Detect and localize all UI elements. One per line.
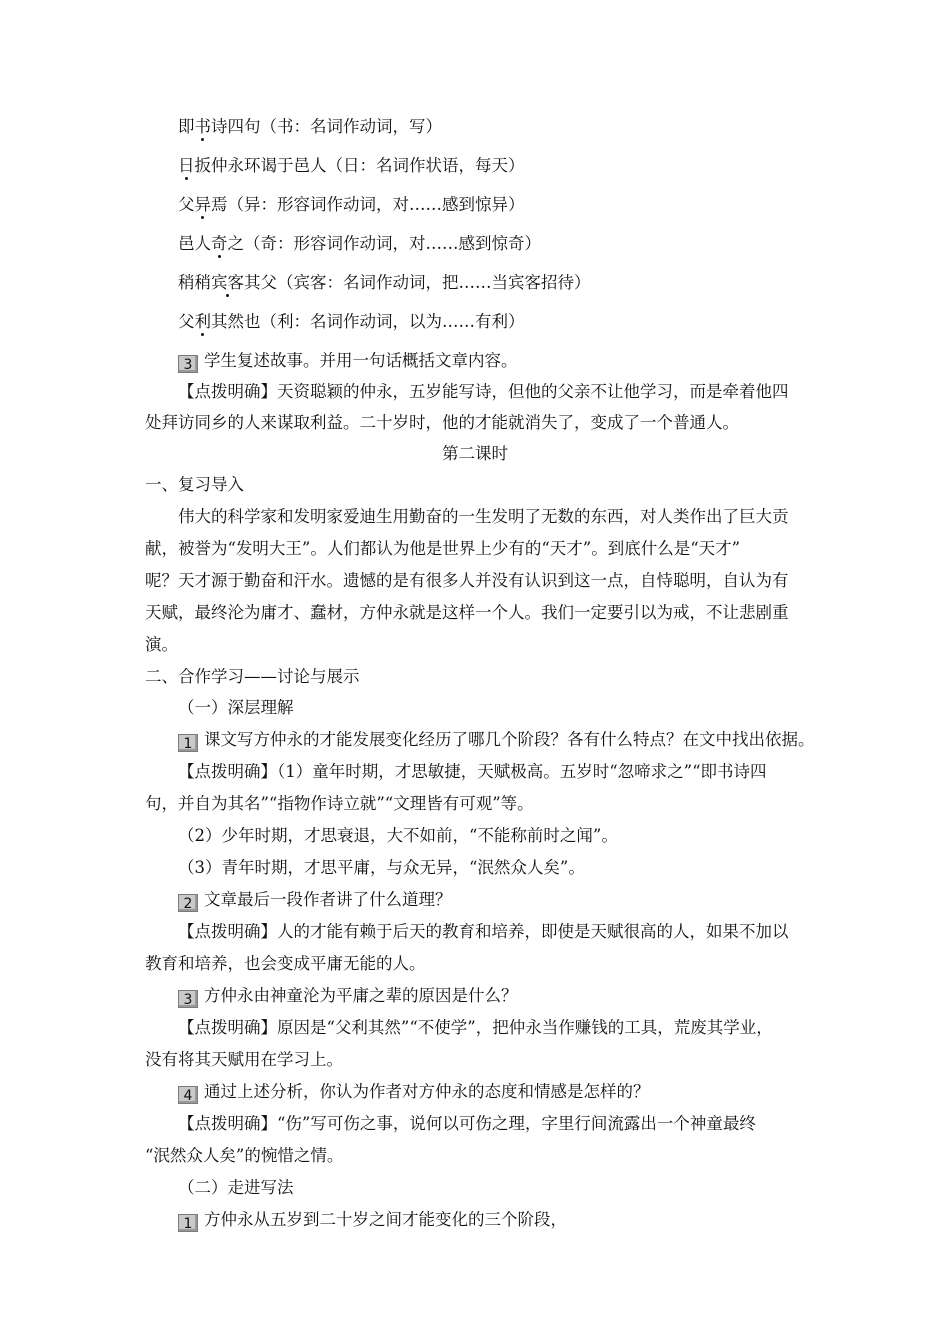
subsection-writing-method: （二）走进写法 <box>178 1178 294 1197</box>
answer-2-line-1: 【点拨明确】人的才能有赖于后天的教育和培养，即使是天赋很高的人，如果不加以 <box>178 922 789 941</box>
intro-line-5: 演。 <box>145 635 178 654</box>
example-line-3: 父异焉（异：形容词作动词，对……感到惊异） <box>178 195 525 214</box>
example-line-4: 邑人奇之（奇：形容词作动词，对……感到惊奇） <box>178 234 541 253</box>
intro-line-4: 天赋，最终沦为庸才、蠢材，方仲永就是这样一个人。我们一定要引以为戒，不让悲剧重 <box>145 603 789 622</box>
example-line-2: 日扳仲永环谒于邑人（日：名词作状语，每天） <box>178 156 525 175</box>
question-2: 2 文章最后一段作者讲了什么道理？ <box>178 889 452 912</box>
question-4: 4 通过上述分析，你认为作者对方仲永的态度和情感是怎样的？ <box>178 1081 650 1104</box>
subsection-deep-understanding: （一）深层理解 <box>178 698 294 717</box>
answer-1-line-3: （2）少年时期，才思衰退，大不如前，“不能称前时之闻”。 <box>178 826 618 845</box>
answer-retell-line-1: 【点拨明确】天资聪颖的仲永，五岁能写诗，但他的父亲不让他学习，而是牵着他四 <box>178 382 789 401</box>
answer-3-line-1: 【点拨明确】原因是“父利其然”“不使学”，把仲永当作赚钱的工具，荒废其学业， <box>178 1018 773 1037</box>
example-line-1: 即书诗四句（书：名词作动词，写） <box>178 117 442 136</box>
example-line-5: 稍稍宾客其父（宾客：名词作动词，把……当宾客招待） <box>178 273 591 292</box>
lesson-2-title: 第二课时 <box>442 444 508 463</box>
section-cooperative-heading: 二、合作学习——讨论与展示 <box>145 667 360 686</box>
question-number-badge: 4 <box>178 1086 198 1104</box>
answer-3-line-2: 没有将其天赋用在学习上。 <box>145 1050 343 1069</box>
answer-1-line-1: 【点拨明确】（1）童年时期，才思敏捷，天赋极高。五岁时“忽啼求之”“即书诗四 <box>178 762 767 781</box>
answer-1-line-2: 句，并自为其名”“指物作诗立就”“文理皆有可观”等。 <box>145 794 534 813</box>
answer-4-line-2: “泯然众人矣”的惋惜之情。 <box>145 1146 344 1165</box>
question-number-badge: 1 <box>178 1214 198 1232</box>
intro-line-1: 伟大的科学家和发明家爱迪生用勤奋的一生发明了无数的东西，对人类作出了巨大贡 <box>178 507 789 526</box>
question-5: 1 方仲永从五岁到二十岁之间才能变化的三个阶段， <box>178 1209 567 1232</box>
question-1: 1 课文写方仲永的才能发展变化经历了哪几个阶段？各有什么特点？在文中找出依据。 <box>178 729 815 752</box>
section-review-heading: 一、复习导入 <box>145 475 244 494</box>
question-number-badge: 1 <box>178 734 198 752</box>
answer-2-line-2: 教育和培养，也会变成平庸无能的人。 <box>145 954 426 973</box>
question-retell: 3 学生复述故事。并用一句话概括文章内容。 <box>178 350 518 373</box>
answer-retell-line-2: 处拜访同乡的人来谋取利益。二十岁时，他的才能就消失了，变成了一个普通人。 <box>145 413 739 432</box>
answer-4-line-1: 【点拨明确】“伤”写可伤之事，说何以可伤之理，字里行间流露出一个神童最终 <box>178 1114 756 1133</box>
intro-line-3: 呢？天才源于勤奋和汗水。遗憾的是有很多人并没有认识到这一点，自恃聪明，自认为有 <box>145 571 789 590</box>
question-3: 3 方仲永由神童沦为平庸之辈的原因是什么？ <box>178 985 518 1008</box>
intro-line-2: 献，被誉为“发明大王”。人们都认为他是世界上少有的“天才”。到底什么是“天才” <box>145 539 741 558</box>
example-line-6: 父利其然也（利：名词作动词，以为……有利） <box>178 312 525 331</box>
question-number-badge: 3 <box>178 990 198 1008</box>
answer-1-line-4: （3）青年时期，才思平庸，与众无异，“泯然众人矣”。 <box>178 858 585 877</box>
question-number-badge: 3 <box>178 355 198 373</box>
question-number-badge: 2 <box>178 894 198 912</box>
